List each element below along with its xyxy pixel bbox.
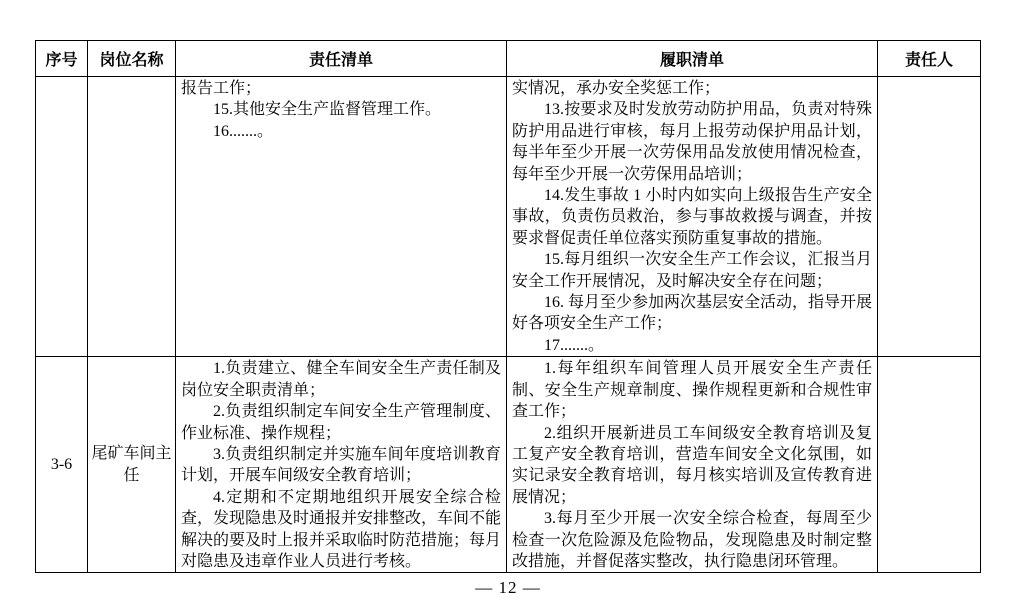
page-number: — 12 — bbox=[475, 578, 541, 597]
list-paragraph: 15.其他安全生产监督管理工作。 bbox=[213, 101, 442, 119]
list-paragraph: 14.发生事故 1 小时内如实向上级报告生产安全事故，负责伤员救治，参与事故救援与调查，并按要求督促责任单位落实预防重复事故的措施。 bbox=[512, 187, 872, 247]
list-paragraph: 16. 每月至少参加两次基层安全活动，指导开展好各项安全生产工作； bbox=[512, 294, 873, 333]
header-duty-list: 履职清单 bbox=[507, 41, 878, 77]
header-responsible-person: 责任人 bbox=[878, 41, 981, 77]
cell-responsibility-list bbox=[176, 77, 507, 357]
header-position-name: 岗位名称 bbox=[88, 41, 176, 77]
cell-serial-number: 3-6 bbox=[36, 357, 88, 573]
list-paragraph: 3.负责组织制定并实施车间年度培训教育计划，开展车间级安全教育培训； bbox=[181, 445, 501, 485]
table-row bbox=[36, 77, 981, 357]
list-paragraph: 2.负责组织制定车间安全生产管理制度、作业标准、操作规程； bbox=[181, 403, 501, 442]
table-row bbox=[36, 357, 981, 573]
list-paragraph: 1.每年组织车间管理人员开展安全生产责任制、安全生产规章制度、操作规程更新和合规性审查工作； bbox=[512, 360, 872, 421]
list-paragraph: 16.......。 bbox=[213, 122, 274, 140]
cell-duty-list bbox=[507, 357, 878, 573]
list-paragraph: 3.每月至少开展一次安全综合检查，每周至少检查一次危险源及危险物品，发现隐患及时制定整改措施，并督促落实整改，执行隐患闭环管理。 bbox=[512, 510, 872, 570]
header-responsibility-list: 责任清单 bbox=[176, 41, 507, 77]
cell-position-name: 尾矿车间主任 bbox=[88, 357, 176, 573]
list-paragraph: 15.每月组织一次安全生产工作会议，汇报当月安全工作开展情况，及时解决安全存在问题； bbox=[512, 251, 872, 290]
list-paragraph: 2.组织开展新进员工车间级安全教育培训及复工复产安全教育培训，营造车间安全文化氛围，如实记录安全教育培训，每月核实培训及宣传教育进展情况； bbox=[512, 424, 872, 506]
cell-duty-list bbox=[507, 77, 878, 357]
responsibility-table bbox=[35, 40, 981, 573]
cell-responsible-person bbox=[878, 77, 981, 357]
cell-responsible-person bbox=[878, 357, 981, 573]
list-paragraph: 报告工作； bbox=[181, 80, 262, 97]
list-paragraph: 实情况，承办安全奖惩工作； bbox=[512, 80, 721, 97]
header-serial-number: 序号 bbox=[36, 41, 88, 77]
list-paragraph: 4.定期和不定期地组织开展安全综合检查，发现隐患及时通报并安排整改，车间不能解决的要及时上报并采取临时防范措施；每月对隐患及违章作业人员进行考核。 bbox=[181, 488, 502, 570]
list-paragraph: 17.......。 bbox=[544, 336, 605, 354]
cell-responsibility-list bbox=[176, 357, 507, 573]
cell-position-name bbox=[88, 77, 176, 357]
list-paragraph: 13.按要求及时发放劳动防护用品，负责对特殊防护用品进行审核，每月上报劳动保护用品计划，每半年至少开展一次劳保用品发放使用情况检查，每年至少开展一次劳保用品培训； bbox=[512, 101, 872, 183]
list-paragraph: 1.负责建立、健全车间安全生产责任制及岗位安全职责清单； bbox=[181, 360, 501, 399]
cell-serial-number bbox=[36, 77, 88, 357]
table-header-row bbox=[36, 41, 981, 77]
